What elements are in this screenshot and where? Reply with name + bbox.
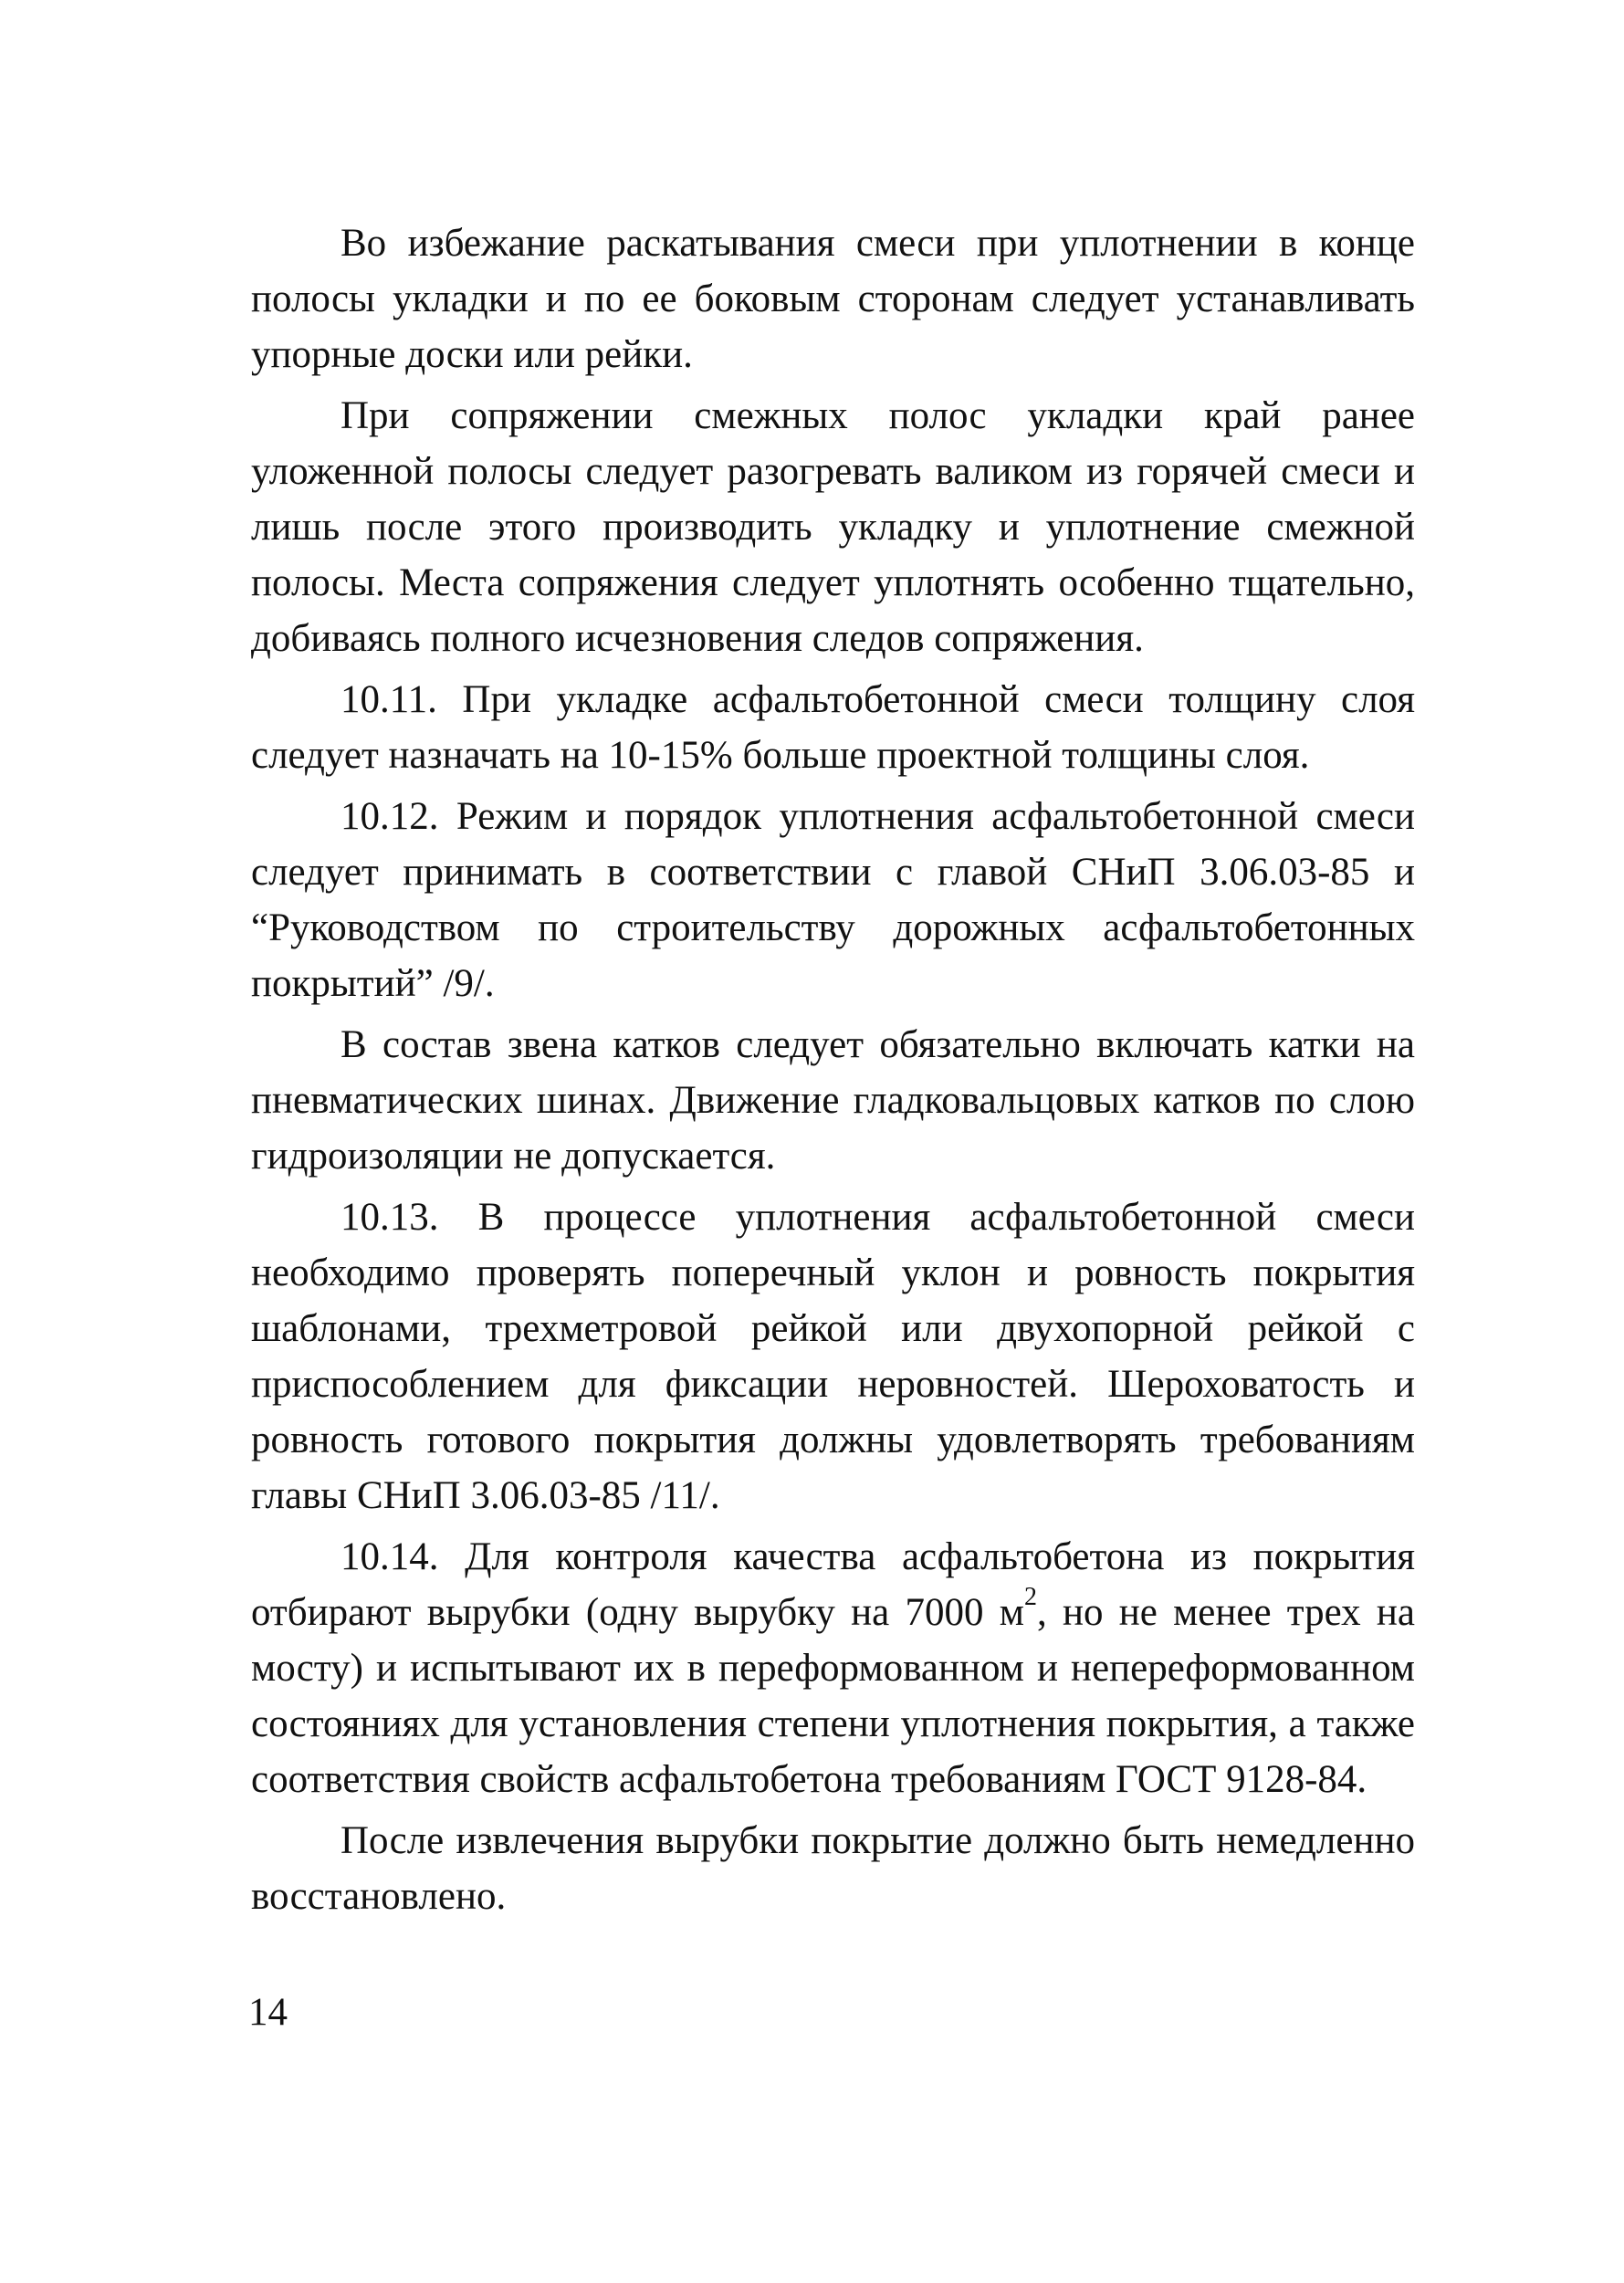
paragraph-roller-set: В состав звена катков следует обязательно включать катки на пневматических шинах. Движение гладковальцовых катков по слою гидроизоляции не допускается. [251,1023,1415,1178]
paragraph-10-14-part1: 10.14. Для контроля качества асфальтобетона из покрытия отбирают вырубки (одну вырубку на 7000 м [251,1535,1415,1634]
paragraph-10-13: 10.13. В процессе уплотнения асфальтобетонной смеси необходимо проверять поперечный уклон и ровность покрытия шаблонами, трехметровой рейкой или двухопорной рейкой с приспособлением для фиксации неровностей. Шероховатость и ровность готового покрытия должны удовлетворять требованиям главы СНиП 3.06.03-85 /11/. [251,1196,1415,1517]
paragraph-10-14-part2: , но не менее трех на мосту) и испытывают их в переформованном и непереформованном состояниях для установления степени уплотнения покрытия, а также соответствия свойств асфальтобетона требованиям ГОСТ 9128-84. [251,1591,1415,1801]
paragraph-10-12: 10.12. Режим и порядок уплотнения асфальтобетонной смеси следует принимать в соответствии с главой СНиП 3.06.03-85 и “Руководством по строительству дорожных асфальтобетонных покрытий” /9/. [251,795,1415,1005]
paragraph-10-11: 10.11. При укладке асфальтобетонной смеси толщину слоя следует назначать на 10-15% больше проектной толщины слоя. [251,678,1415,777]
paragraph-restore: После извлечения вырубки покрытие должно быть немедленно восстановлено. [251,1819,1415,1918]
paragraph-adjacent-strips: При сопряжении смежных полос укладки край ранее уложенной полосы следует разогревать валиком из горячей смеси и лишь после этого производить укладку и уплотнение смежной полосы. Места сопряжения следует уплотнять особенно тщательно, добиваясь полного исчезновения следов сопряжения. [251,394,1415,660]
superscript-squared: 2 [1023,1583,1037,1611]
body-text [251,215,1415,1930]
paragraph-10-14 [251,1529,1415,1807]
page-number: 14 [248,1991,288,2034]
paragraph-anti-rolling: Во избежание раскатывания смеси при уплотнении в конце полосы укладки и по ее боковым сторонам следует устанавливать упорные доски или рейки. [251,222,1415,376]
